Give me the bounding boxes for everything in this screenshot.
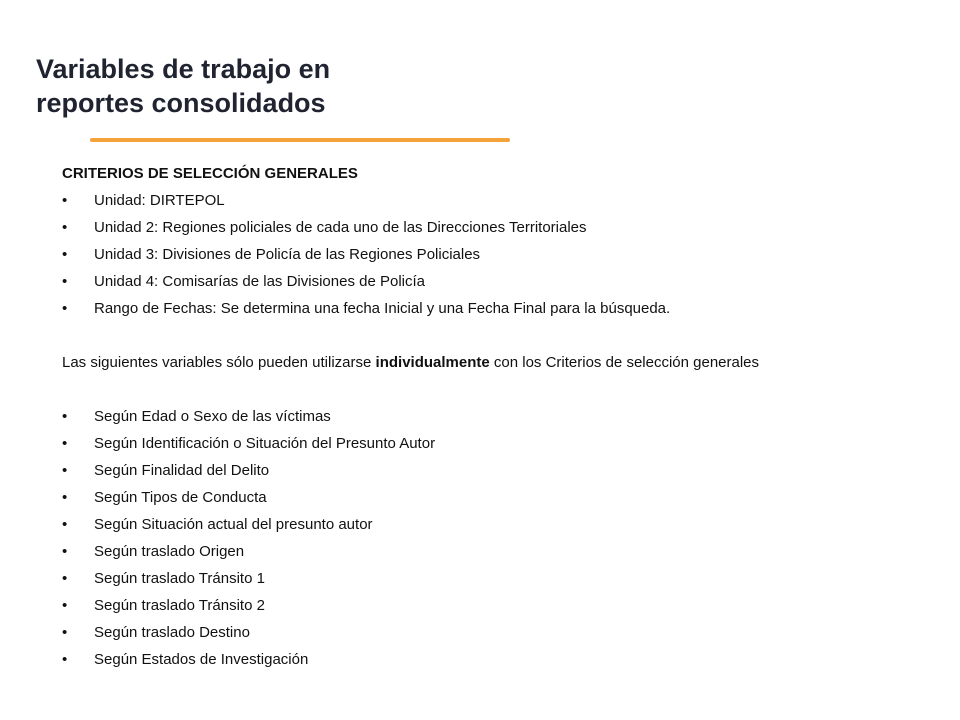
bullet-icon: •: [62, 300, 68, 317]
list-item-text: Según traslado Tránsito 1: [94, 570, 265, 587]
slide-title: [36, 52, 636, 120]
bullet-icon: •: [62, 246, 68, 263]
general-criteria-list: [62, 187, 922, 322]
bullet-icon: •: [62, 651, 68, 668]
bullet-icon: •: [62, 219, 68, 236]
bullet-icon: •: [62, 408, 68, 425]
list-item: [62, 295, 922, 322]
bullet-icon: •: [62, 435, 68, 452]
note-text-before: Las siguientes variables sólo pueden utilizarse: [62, 354, 376, 371]
list-item: [62, 484, 922, 511]
slide-body: [62, 160, 922, 673]
bullet-icon: •: [62, 273, 68, 290]
list-item-text: Unidad 3: Divisiones de Policía de las Regiones Policiales: [94, 246, 481, 263]
individual-use-note: [62, 349, 922, 376]
slide-title-line-1: Variables de trabajo en: [36, 54, 331, 84]
list-item: [62, 430, 922, 457]
list-item: [62, 592, 922, 619]
list-item-text: Unidad 2: Regiones policiales de cada uno de las Direcciones Territoriales: [94, 219, 587, 236]
list-item-text: Según traslado Tránsito 2: [94, 597, 265, 614]
list-item-text: Según Tipos de Conducta: [94, 489, 267, 506]
list-item-text: Según Finalidad del Delito: [94, 462, 270, 479]
list-item-text: Según Estados de Investigación: [94, 651, 309, 668]
bullet-icon: •: [62, 462, 68, 479]
title-accent-underline: [90, 138, 510, 142]
list-item-text: Según traslado Origen: [94, 543, 245, 560]
list-item: [62, 538, 922, 565]
list-item-text: Unidad: DIRTEPOL: [94, 192, 225, 209]
general-criteria-heading: CRITERIOS DE SELECCIÓN GENERALES: [62, 165, 358, 182]
list-item: [62, 241, 922, 268]
list-item-text: Según Identificación o Situación del Presunto Autor: [94, 435, 436, 452]
list-item: [62, 619, 922, 646]
spacer: [62, 376, 922, 403]
bullet-icon: •: [62, 597, 68, 614]
list-item: [62, 565, 922, 592]
list-item: [62, 187, 922, 214]
bullet-icon: •: [62, 489, 68, 506]
list-item: [62, 457, 922, 484]
list-item: [62, 403, 922, 430]
bullet-icon: •: [62, 624, 68, 641]
list-item-text: Unidad 4: Comisarías de las Divisiones de Policía: [94, 273, 425, 290]
note-emphasis: individualmente: [375, 354, 490, 371]
list-item-text: Según Edad o Sexo de las víctimas: [94, 408, 331, 425]
bullet-icon: •: [62, 516, 68, 533]
bullet-icon: •: [62, 192, 68, 209]
list-item: [62, 268, 922, 295]
list-item-text: Según traslado Destino: [94, 624, 250, 641]
bullet-icon: •: [62, 543, 68, 560]
variables-list: [62, 403, 922, 673]
list-item: [62, 214, 922, 241]
bullet-icon: •: [62, 570, 68, 587]
list-item-text: Según Situación actual del presunto autor: [94, 516, 373, 533]
list-item-text: Rango de Fechas: Se determina una fecha Inicial y una Fecha Final para la búsqueda.: [94, 300, 671, 317]
list-item: [62, 511, 922, 538]
slide-title-line-2: reportes consolidados: [36, 88, 326, 118]
list-item: [62, 646, 922, 673]
spacer: [62, 322, 922, 349]
note-text-after: con los Criterios de selección generales: [489, 354, 760, 371]
